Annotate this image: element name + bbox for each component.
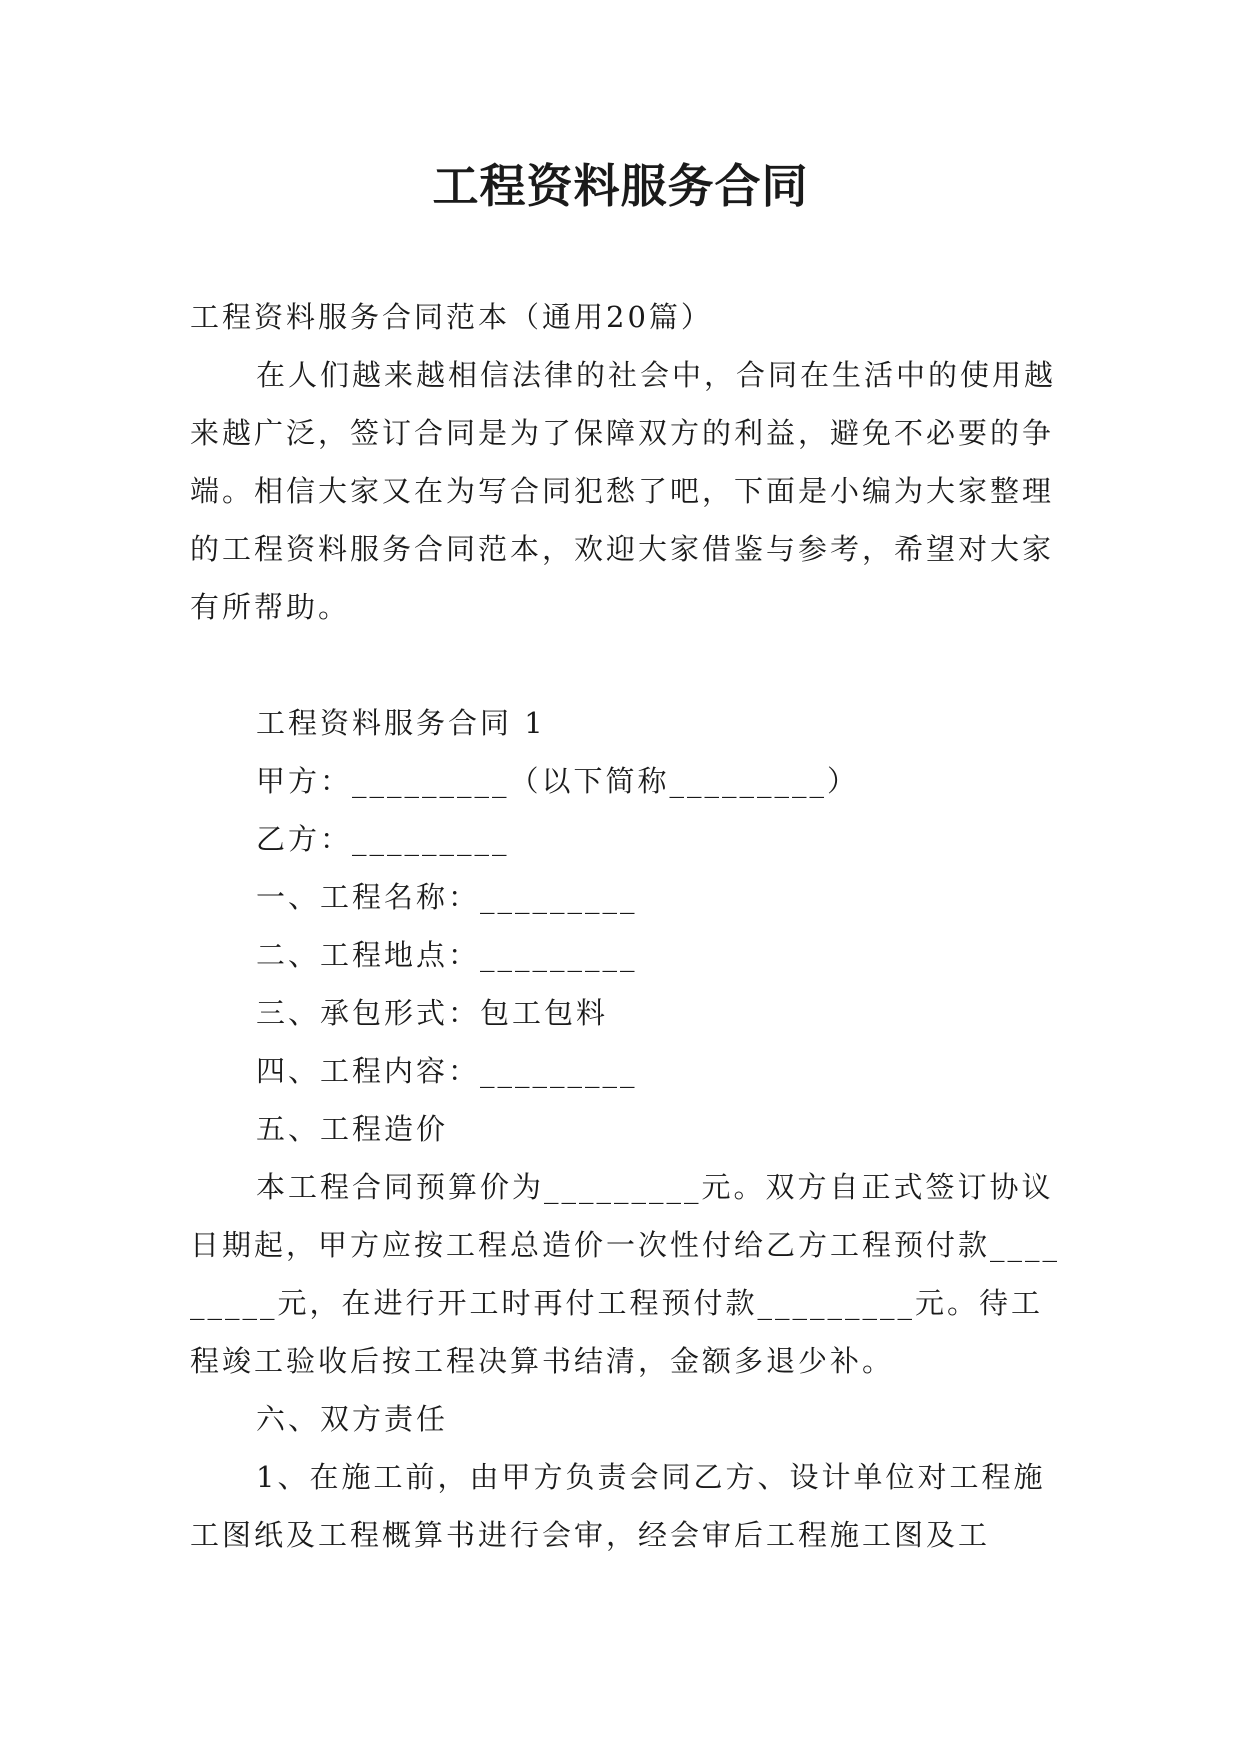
project-name-line: 一、工程名称：_________: [256, 880, 638, 914]
responsibilities-heading: 六、双方责任: [256, 1402, 449, 1436]
project-content-line: 四、工程内容：_________: [256, 1054, 638, 1088]
section-heading: 工程资料服务合同 1: [256, 706, 546, 740]
document-body: [190, 288, 1060, 1564]
intro-paragraph: 在人们越来越相信法律的社会中，合同在生活中的使用越来越广泛，签订合同是为了保障双方的利益，避免不必要的争端。相信大家又在为写合同犯愁了吧，下面是小编为大家整理的工程资料服务合同范本，欢迎大家借鉴与参考，希望对大家有所帮助。: [190, 358, 1057, 624]
document-title: 工程资料服务合同: [432, 159, 809, 213]
party-a-line: 甲方：_________（以下简称_________）: [256, 764, 860, 798]
price-paragraph: 本工程合同预算价为_________元。双方自正式签订协议日期起，甲方应按工程总造价一次性付给乙方工程预付款_________元，在进行开工时再付工程预付款_________元。待工程竣工验收后按工程决算书结清，金额多退少补。: [190, 1170, 1061, 1378]
party-b-line: 乙方：_________: [256, 822, 510, 856]
paragraph-gap: [190, 636, 1060, 694]
document-subtitle: 工程资料服务合同范本（通用20篇）: [190, 300, 713, 334]
project-location-line: 二、工程地点：_________: [256, 938, 638, 972]
project-cost-heading: 五、工程造价: [256, 1112, 449, 1146]
contract-form-line: 三、承包形式：包工包料: [256, 996, 609, 1030]
clause-1-paragraph: 1、在施工前，由甲方负责会同乙方、设计单位对工程施工图纸及工程概算书进行会审，经会审后工程施工图及工: [190, 1460, 1046, 1552]
